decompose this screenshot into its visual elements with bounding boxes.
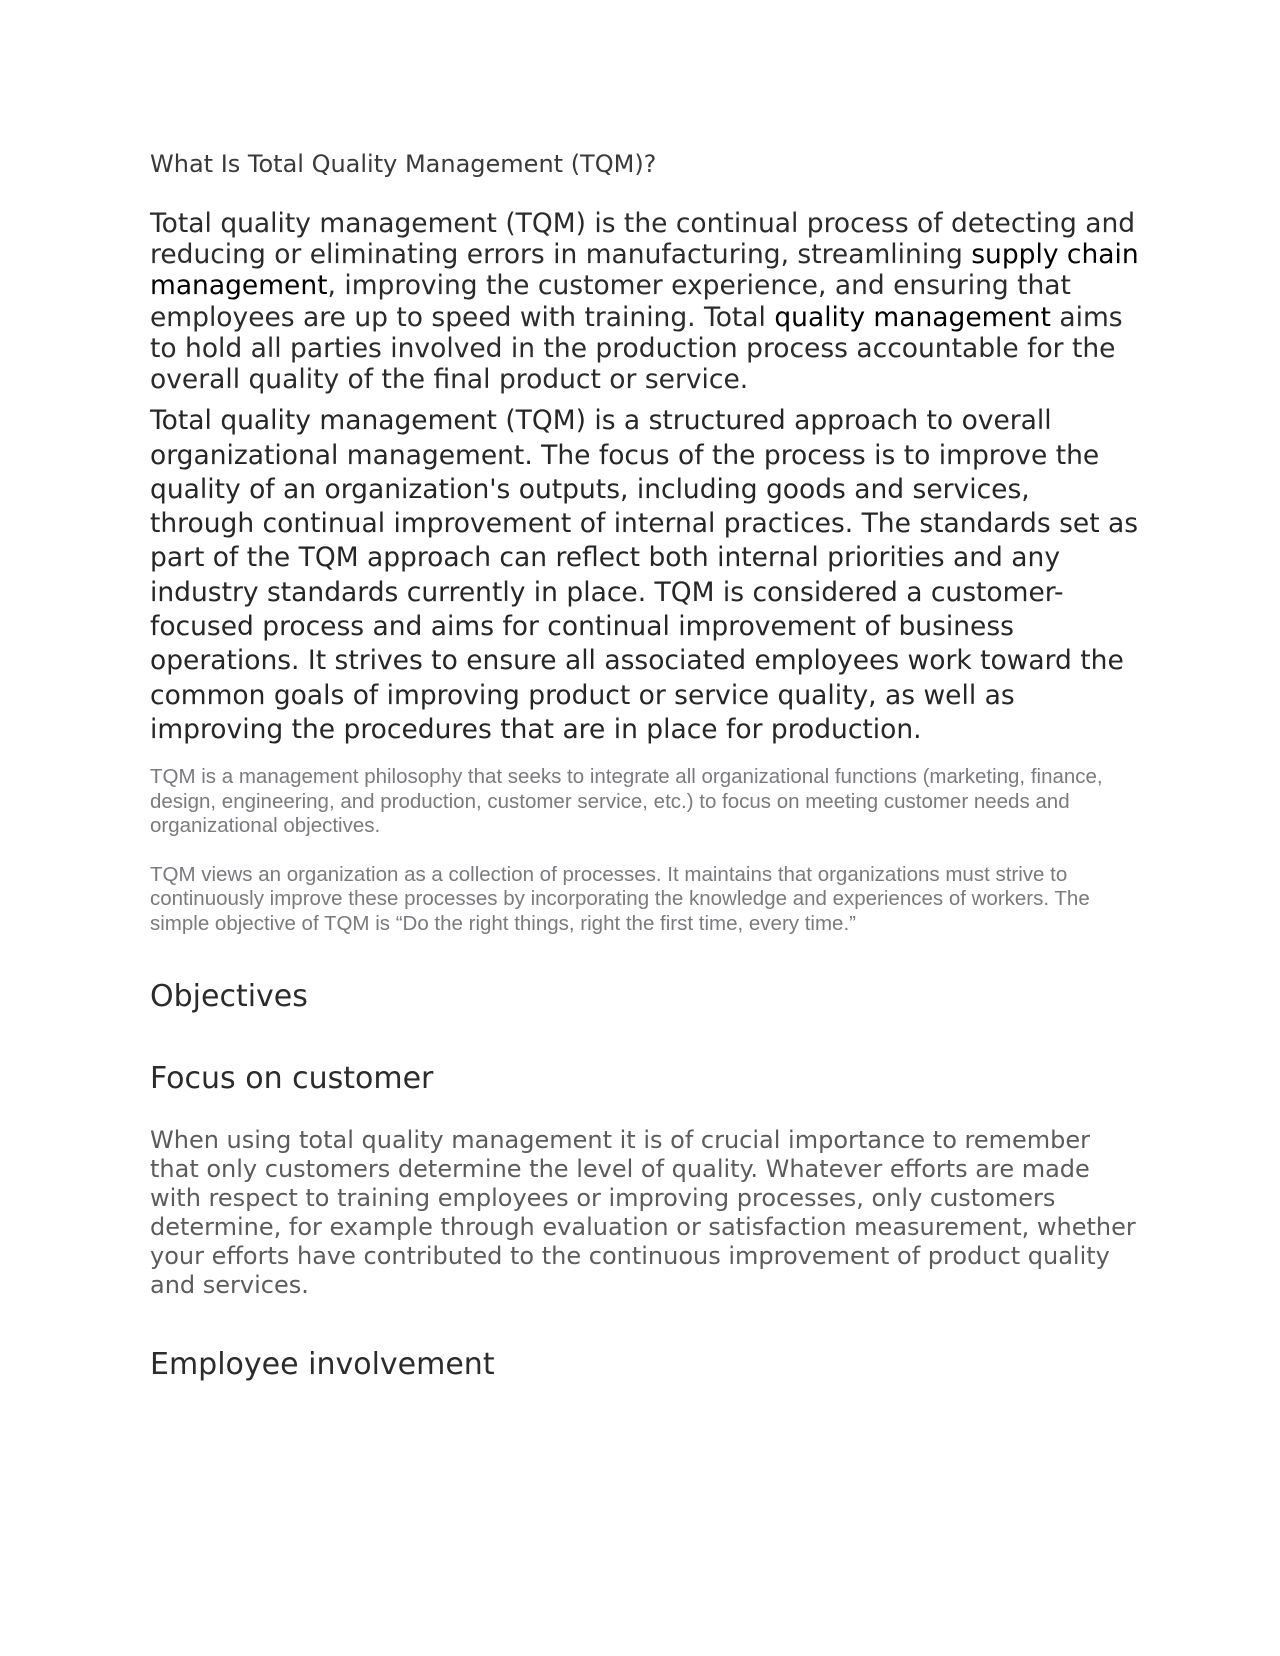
- supply-chain-management-link[interactable]: supply chain management: [150, 239, 1139, 302]
- document-body: [150, 148, 1140, 1384]
- intro-text-1: Total quality management (TQM) is the continual process of detecting and reducing or eliminating errors in manufacturing, streamlining: [150, 208, 1136, 271]
- document-title: What Is Total Quality Management (TQM)?: [150, 150, 657, 178]
- quality-management-link[interactable]: quality management: [774, 301, 1051, 333]
- intro-text-3: aims to hold all parties involved in the production process accountable for the overall quality of the final product or service.: [150, 301, 1123, 396]
- heading-objectives: Objectives: [150, 979, 308, 1015]
- heading-focus-on-customer: Focus on customer: [150, 1061, 434, 1097]
- intro-text-2: , improving the customer experience, and ensuring that employees are up to speed with training. Total: [150, 270, 1071, 333]
- philosophy-paragraph: TQM is a management philosophy that seeks to integrate all organizational functions (marketing, finance, design, engineering, and production, customer service, etc.) to focus on meeting customer needs and organizational objectives.: [150, 765, 1103, 838]
- intro-paragraph: [150, 208, 1140, 395]
- heading-employee-involvement: Employee involvement: [150, 1347, 495, 1383]
- processes-paragraph: TQM views an organization as a collection of processes. It maintains that organizations must strive to continuously improve these processes by incorporating the knowledge and experiences of workers. The simple objective of TQM is “Do the right things, right the first time, every time.”: [150, 862, 1090, 935]
- focus-on-customer-paragraph: When using total quality management it is of crucial importance to remember that only customers determine the level of quality. Whatever efforts are made with respect to training employees or improving processes, only customers determine, for example through evaluation or satisfaction measurement, whether your efforts have contributed to the continuous improvement of product quality and services.: [150, 1126, 1136, 1300]
- structured-approach-paragraph: Total quality management (TQM) is a structured approach to overall organizational management. The focus of the process is to improve the quality of an organization's outputs, including goods and services, through continual improvement of internal practices. The standards set as part of the TQM approach can reflect both internal priorities and any industry standards currently in place. TQM is considered a customer-focused process and aims for continual improvement of business operations. It strives to ensure all associated employees work toward the common goals of improving product or service quality, as well as improving the procedures that are in place for production.: [150, 405, 1139, 745]
